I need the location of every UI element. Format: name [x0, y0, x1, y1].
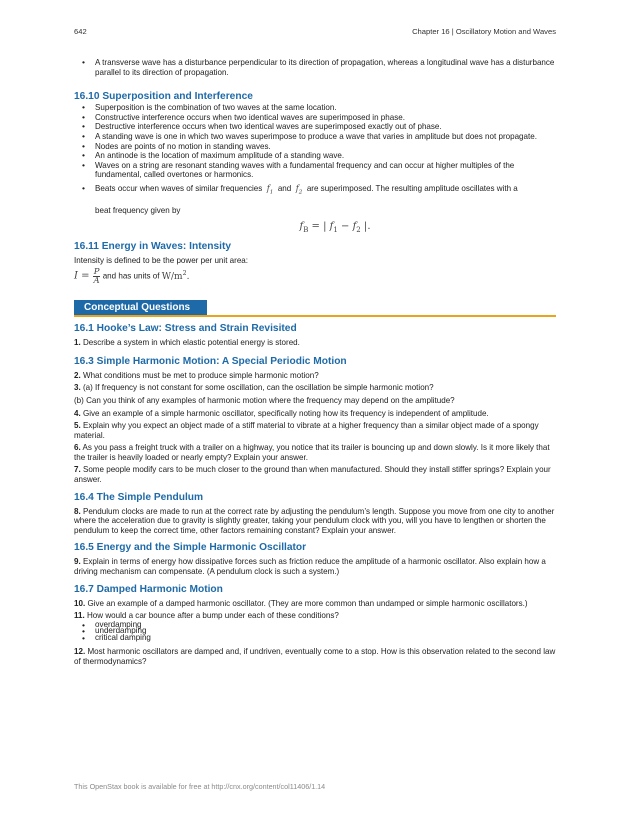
beat-frequency-equation: $f_B$ = | $f_1 - f_2$ |. [299, 220, 371, 234]
question-item: 6. As you pass a freight truck with a trailer on a highway, you notice that its trailer is bouncing up and down slowly. Is it more likely that the trailer is heavily loaded or nearly empty? Explain your answer. [74, 443, 550, 462]
conceptual-questions-label: Conceptual Questions [74, 300, 207, 315]
question-item: 4. Give an example of a simple harmonic oscillator, specifically noting how its frequency is independent of amplitude. [74, 408, 489, 418]
question-item: 9. Explain in terms of energy how dissipative forces such as friction reduce the amplitude of a harmonic oscillator. Also explain how a driving mechanism can compensate. (A pendulum clock is such a system.) [74, 557, 546, 577]
page-header [74, 27, 556, 39]
list-item: • A standing wave is one in which two waves superimpose to produce a wave that varies in amplitude but does not propagate. [74, 132, 556, 142]
question-heading-16-3: 16.3 Simple Harmonic Motion: A Special Periodic Motion [74, 355, 347, 367]
question-heading-16-7: 16.7 Damped Harmonic Motion [74, 583, 223, 595]
beat-text-and: and [277, 183, 292, 193]
frequency-f1: $f_1$ [266, 183, 274, 196]
damping-options-list [74, 619, 556, 642]
beat-text-suffix: are superimposed. The resulting amplitude oscillates with a [306, 183, 518, 193]
frequency-f2: $f_2$ [295, 183, 303, 196]
section-heading-16-10: 16.10 Superposition and Interference [74, 91, 253, 103]
question-item: 12. Most harmonic oscillators are damped and, if undriven, eventually come to a stop. How is this observation related to the second law of thermodynamics? [74, 647, 556, 666]
section-heading-16-11: 16.11 Energy in Waves: Intensity [74, 240, 232, 252]
chapter-title: Chapter 16 | Oscillatory Motion and Waves [412, 27, 556, 36]
intensity-formula: I = $\frac{P}{A}$ and has units of $W/m^2$. [74, 267, 190, 287]
question-item: 1. Describe a system in which elastic potential energy is stored. [74, 338, 300, 348]
superposition-bullet-list [74, 103, 556, 218]
list-item: • Superposition is the combination of two waves at the same location. [74, 103, 556, 113]
beat-frequency-item [74, 180, 556, 219]
intro-bullet-list [74, 58, 556, 77]
question-heading-16-1: 16.1 Hooke’s Law: Stress and Strain Revisited [74, 323, 297, 335]
question-item: (b) Can you think of any examples of harmonic motion where the frequency may depend on the amplitude? [74, 395, 455, 405]
question-item: 5. Explain why you expect an object made of a stiff material to vibrate at a higher frequency than a similar object made of a spongy material. [74, 421, 539, 440]
list-item: • An antinode is the location of maximum amplitude of a standing wave. [74, 151, 556, 161]
page-content [74, 58, 556, 667]
list-item: • critical damping [74, 635, 556, 642]
list-item: • overdamping [74, 622, 556, 629]
list-item: • Waves on a string are resonant standing waves with a fundamental frequency and can occur at higher multiples of the fundamental, called overtones or harmonics. [74, 161, 556, 180]
list-item: • underdamping [74, 628, 556, 635]
beat-text-line2: beat frequency given by [95, 205, 181, 215]
question-item: 8. Pendulum clocks are made to run at the correct rate by adjusting the pendulum’s length. Suppose you move from one city to another where the acceleration due to gravity is slightly greater, taking your pendulum clock with you, will you have to lengthen or shorten the pendulum to keep the correct time, other factors remaining constant? Explain your answer. [74, 506, 555, 535]
list-item: • Constructive interference occurs when two identical waves are superimposed in phase. [74, 113, 556, 123]
question-item: 2. What conditions must be met to produce simple harmonic motion? [74, 370, 319, 380]
list-item: • A transverse wave has a disturbance perpendicular to its direction of propagation, whereas a longitudinal wave has a disturbance parallel to its direction of propagation. [74, 58, 556, 77]
question-heading-16-4: 16.4 The Simple Pendulum [74, 491, 204, 503]
page-footer: This OpenStax book is available for free at http://cnx.org/content/col11406/1.14 [74, 782, 326, 791]
question-item: 10. Give an example of a damped harmonic oscillator. (They are more common than undamped or simple harmonic oscillators.) [74, 598, 528, 608]
question-item: 11. How would a car bounce after a bump under each of these conditions? [74, 611, 339, 621]
question-item: 3. (a) If frequency is not constant for some oscillation, can the oscillation be simple harmonic motion? [74, 383, 434, 393]
beat-text-prefix: Beats occur when waves of similar frequencies [95, 183, 263, 193]
list-item: • Destructive interference occurs when two identical waves are superimposed exactly out of phase. [74, 122, 556, 132]
question-item: 7. Some people modify cars to be much closer to the ground than when manufactured. Should they install stiffer springs? Explain your answer. [74, 465, 551, 485]
page-number: 642 [74, 27, 87, 36]
conceptual-questions-banner [74, 300, 556, 317]
question-heading-16-5: 16.5 Energy and the Simple Harmonic Oscillator [74, 542, 307, 554]
list-item: • Nodes are points of no motion in standing waves. [74, 142, 556, 152]
intensity-definition: Intensity is defined to be the power per unit area: [74, 255, 249, 265]
